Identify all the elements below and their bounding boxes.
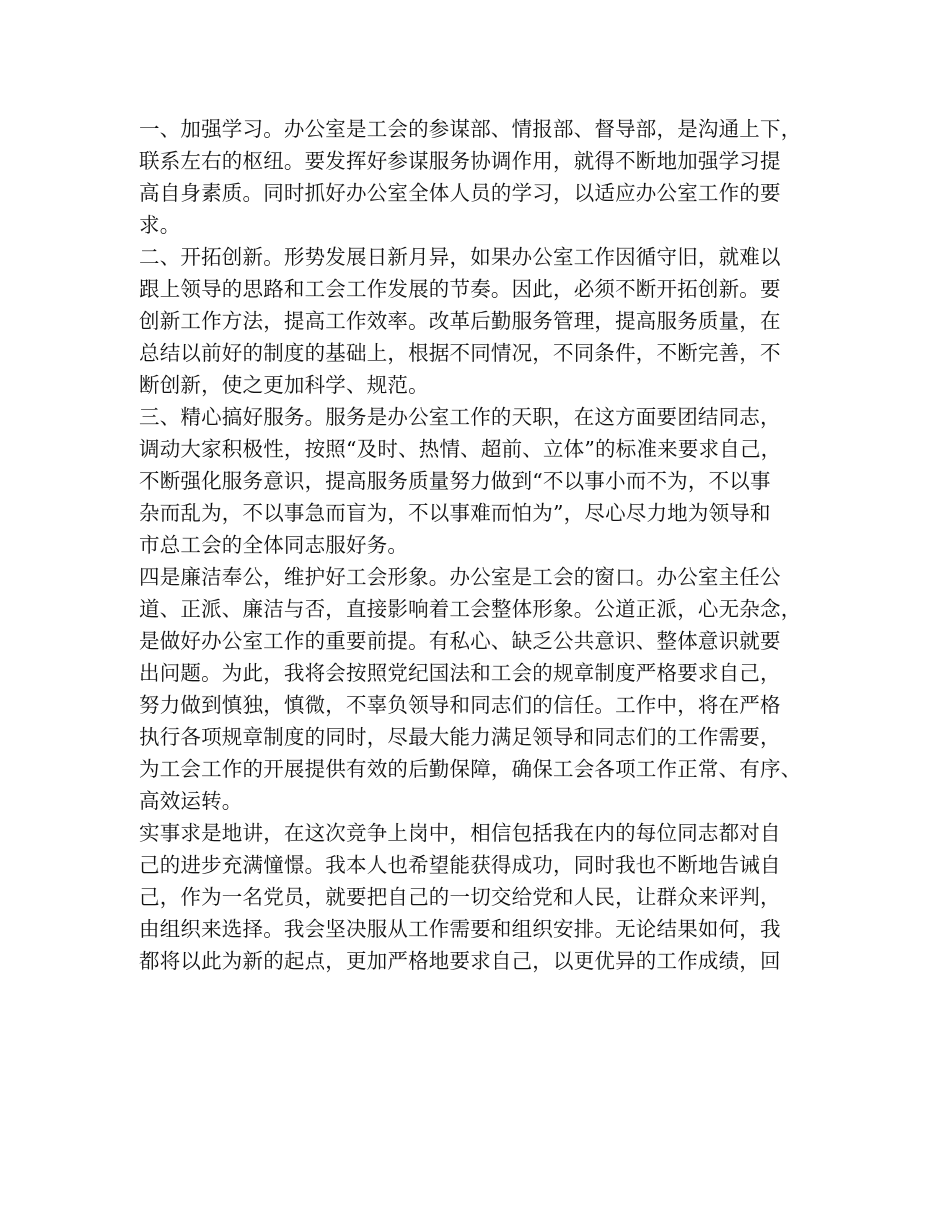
text-line: 跟上领导的思路和工会工作发展的节奏。因此，必须不断开拓创新。要 — [139, 277, 781, 301]
text-line: 己，作为一名党员，就要把自己的一切交给党和人民，让群众来评判， — [139, 885, 781, 909]
text-line: 联系左右的枢纽。要发挥好参谋服务协调作用，就得不断地加强学习提 — [139, 149, 781, 173]
text-line: 三、精心搞好服务。服务是办公室工作的天职，在这方面要团结同志， — [139, 405, 781, 429]
text-line: 四是廉洁奉公，维护好工会形象。办公室是工会的窗口。办公室主任公 — [139, 565, 781, 589]
text-line: 市总工会的全体同志服好务。 — [139, 533, 409, 557]
text-line: 出问题。为此，我将会按照党纪国法和工会的规章制度严格要求自己， — [139, 661, 781, 685]
text-line: 求。 — [139, 213, 181, 237]
text-line: 己的进步充满憧憬。我本人也希望能获得成功，同时我也不断地告诫自 — [139, 853, 781, 877]
body-text — [139, 113, 829, 977]
text-line: 是做好办公室工作的重要前提。有私心、缺乏公共意识、整体意识就要 — [139, 629, 781, 653]
text-line: 一、加强学习。办公室是工会的参谋部、情报部、督导部，是沟通上下， — [139, 117, 802, 141]
text-line: 高效运转。 — [139, 789, 243, 813]
text-line: 调动大家积极性，按照“及时、热情、超前、立体”的标准来要求自己， — [139, 437, 782, 461]
text-line: 杂而乱为，不以事急而盲为，不以事难而怕为”，尽心尽力地为领导和 — [139, 501, 771, 525]
text-line: 创新工作方法，提高工作效率。改革后勤服务管理，提高服务质量，在 — [139, 309, 781, 333]
text-line: 为工会工作的开展提供有效的后勤保障，确保工会各项工作正常、有序、 — [139, 757, 802, 781]
text-line: 断创新，使之更加科学、规范。 — [139, 373, 429, 397]
text-line: 努力做到慎独，慎微，不辜负领导和同志们的信任。工作中，将在严格 — [139, 693, 781, 717]
text-line: 道、正派、廉洁与否，直接影响着工会整体形象。公道正派，心无杂念， — [139, 597, 802, 621]
text-line: 二、开拓创新。形势发展日新月异，如果办公室工作因循守旧，就难以 — [139, 245, 781, 269]
text-line: 实事求是地讲，在这次竞争上岗中，相信包括我在内的每位同志都对自 — [139, 821, 781, 845]
text-line: 都将以此为新的起点，更加严格地要求自己，以更优异的工作成绩，回 — [139, 949, 781, 973]
text-line: 不断强化服务意识，提高服务质量努力做到“不以事小而不为，不以事 — [139, 469, 771, 493]
text-line: 由组织来选择。我会坚决服从工作需要和组织安排。无论结果如何，我 — [139, 917, 781, 941]
text-line: 高自身素质。同时抓好办公室全体人员的学习，以适应办公室工作的要 — [139, 181, 781, 205]
text-line: 执行各项规章制度的同时，尽最大能力满足领导和同志们的工作需要， — [139, 725, 781, 749]
text-line: 总结以前好的制度的基础上，根据不同情况，不同条件，不断完善，不 — [139, 341, 781, 365]
